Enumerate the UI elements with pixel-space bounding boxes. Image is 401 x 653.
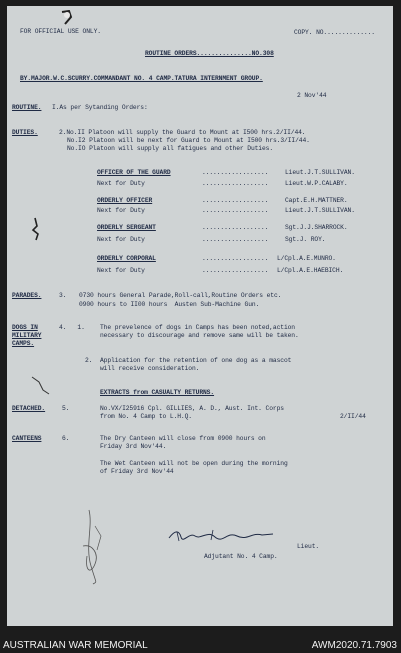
roster-dots: .................. bbox=[202, 180, 269, 187]
roster-role: OFFICER OF THE GUARD bbox=[97, 169, 171, 176]
footer-bar bbox=[0, 628, 401, 653]
document-page bbox=[7, 6, 393, 626]
dogs-line: will receive consideration. bbox=[100, 365, 200, 372]
roster-dots: .................. bbox=[202, 267, 269, 274]
roster-role: ORDERLY CORPORAL bbox=[97, 255, 156, 262]
detached-line: from No. 4 Camp to L.H.Q. bbox=[100, 413, 192, 420]
order-date: 2 Nov'44 bbox=[297, 92, 327, 99]
roster-role: ORDERLY OFFICER bbox=[97, 197, 153, 204]
handwritten-signature-icon bbox=[167, 526, 277, 544]
dogs-line: necessary to discourage and remove same will be taken. bbox=[100, 332, 299, 339]
roster-dots: .................. bbox=[202, 236, 269, 243]
roster-name: Lieut.J.T.SULLIVAN. bbox=[285, 169, 355, 176]
dogs-line: The prevelence of dogs in Camps has been noted,action bbox=[100, 324, 295, 331]
roster-dots: .................. bbox=[202, 207, 269, 214]
parades-label: PARADES. bbox=[12, 292, 42, 299]
roster-role: Next for Duty bbox=[97, 236, 145, 243]
detached-label: DETACHED. bbox=[12, 405, 46, 412]
parades-number: 3. bbox=[59, 292, 67, 299]
parades-line: 0900 hours to II00 hours Austen Sub-Machine Gun. bbox=[79, 301, 260, 308]
duties-line: No.IO Platoon will supply all fatigues and other Duties. bbox=[67, 145, 274, 152]
dogs-label: CAMPS. bbox=[12, 340, 35, 347]
roster-name: Capt.E.H.MATTNER. bbox=[285, 197, 348, 204]
duties-label: DUTIES. bbox=[12, 129, 38, 136]
roster-role: Next for Duty bbox=[97, 180, 145, 187]
detached-date: 2/II/44 bbox=[340, 413, 366, 420]
dogs-label: MILITARY bbox=[12, 332, 42, 339]
roster-dots: .................. bbox=[202, 255, 269, 262]
canteens-line: The Dry Canteen will close from 0900 hours on bbox=[100, 435, 266, 442]
duties-line: No.I2 Platoon will be next for Guard to Mount at I500 hrs.3/II/44. bbox=[67, 137, 310, 144]
margin-pencil-mark-icon bbox=[29, 374, 53, 396]
dogs-number: 4. 1. bbox=[59, 324, 85, 331]
canteens-line: of Friday 3rd Nov'44 bbox=[100, 468, 174, 475]
routine-label: ROUTINE. bbox=[12, 104, 42, 111]
parades-line: 0730 hours General Parade,Roll-call,Routine Orders etc. bbox=[79, 292, 282, 299]
detached-line: No.VX/I25916 Cpl. GILLIES, A. D., Aust. Int. Corps bbox=[100, 405, 284, 412]
roster-name: L/Cpl.A.E.MUNRO. bbox=[277, 255, 336, 262]
roster-role: Next for Duty bbox=[97, 207, 145, 214]
canteens-line: The Wet Canteen will not be open during the morning bbox=[100, 460, 288, 467]
routine-text: I.As per Sytanding Orders: bbox=[52, 104, 148, 111]
staple-mark-icon bbox=[59, 10, 75, 26]
copy-number: COPY. NO.............. bbox=[294, 29, 375, 36]
roster-dots: .................. bbox=[202, 169, 269, 176]
signature-rank: Lieut. bbox=[297, 543, 320, 550]
roster-role: ORDERLY SERGEANT bbox=[97, 224, 156, 231]
canteens-line: Friday 3rd Nov'44. bbox=[100, 443, 167, 450]
signature-title: Adjutant No. 4 Camp. bbox=[204, 553, 278, 560]
roster-name: L/Cpl.A.E.HAEBICH. bbox=[277, 267, 344, 274]
routine-orders-title: ROUTINE ORDERS...............NO.308 bbox=[145, 50, 274, 57]
dogs-line: Application for the retention of one dog as a mascot bbox=[100, 357, 292, 364]
roster-name: Lieut.W.P.CALABY. bbox=[285, 180, 348, 187]
roster-role: Next for Duty bbox=[97, 267, 145, 274]
roster-name: Sgt.J. ROY. bbox=[285, 236, 326, 243]
extracts-heading: EXTRACTS from CASUALTY RETURNS. bbox=[100, 389, 215, 396]
footer-right: AWM2020.71.7903 bbox=[311, 640, 397, 651]
margin-pencil-mark-icon bbox=[29, 216, 43, 242]
canteens-number: 6. bbox=[62, 435, 70, 442]
dogs-label: DOGS IN bbox=[12, 324, 38, 331]
roster-dots: .................. bbox=[202, 197, 269, 204]
footer-left: AUSTRALIAN WAR MEMORIAL bbox=[3, 640, 148, 651]
roster-dots: .................. bbox=[202, 224, 269, 231]
roster-name: Lieut.J.T.SULLIVAN. bbox=[285, 207, 355, 214]
detached-number: 5. bbox=[62, 405, 70, 412]
duties-line: 2.No.II Platoon will supply the Guard to Mount at I500 hrs.2/II/44. bbox=[59, 129, 306, 136]
by-line: BY.MAJOR.W.C.SCURRY.COMMANDANT NO. 4 CAMP.TATURA INTERNMENT GROUP. bbox=[20, 75, 263, 82]
canteens-label: CANTEENS bbox=[12, 435, 42, 442]
margin-pencil-mark-icon bbox=[75, 506, 115, 586]
classification: FOR OFFICIAL USE ONLY. bbox=[20, 28, 101, 35]
dogs-number: 2. bbox=[85, 357, 93, 364]
roster-name: Sgt.J.J.SHARROCK. bbox=[285, 224, 348, 231]
